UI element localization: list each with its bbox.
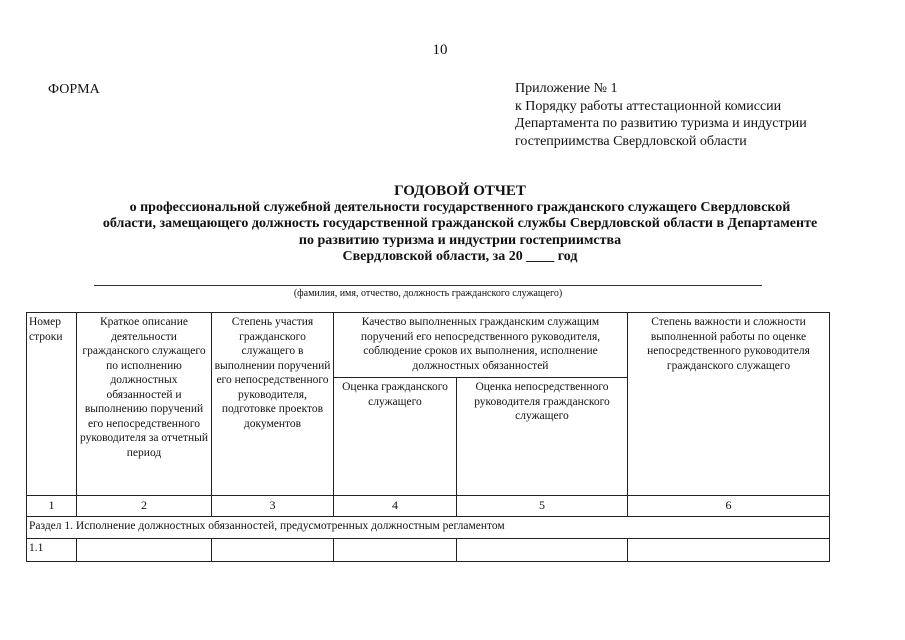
- column-number-row: [27, 496, 830, 517]
- header-manager-rating: Оценка непосредственного руководителя гражданского служащего: [457, 378, 628, 496]
- table-cell[interactable]: [77, 539, 212, 562]
- table-row: [27, 539, 830, 562]
- title-line: ГОДОВОЙ ОТЧЕТ: [394, 183, 526, 199]
- table-cell[interactable]: [628, 539, 830, 562]
- header-quality: Качество выполненных гражданским служащим поручений его непосредственного руководителя, соблюдение сроков их выполнения, исполнение должностных обязанностей: [334, 313, 628, 378]
- column-number: 4: [334, 496, 457, 517]
- title-line: по развитию туризма и индустрии гостеприимства: [298, 232, 622, 248]
- table-header-row: [27, 313, 830, 378]
- header-employee-rating: Оценка гражданского служащего: [334, 378, 457, 496]
- table-cell[interactable]: [457, 539, 628, 562]
- appendix-line: гостеприимства Свердловской области: [515, 133, 747, 149]
- column-number: 2: [77, 496, 212, 517]
- name-underline: [94, 285, 762, 286]
- header-description: Краткое описание деятельности гражданского служащего по исполнению должностных обязанностей и выполнению поручений его непосредственного руководителя за отчетный период: [77, 313, 212, 496]
- page-number: 10: [432, 42, 448, 58]
- section-row: [27, 517, 830, 539]
- appendix-line: Приложение № 1: [515, 81, 618, 96]
- form-label: ФОРМА: [48, 82, 100, 97]
- column-number: 6: [628, 496, 830, 517]
- row-number: 1.1: [27, 539, 77, 562]
- appendix-line: к Порядку работы аттестационной комиссии: [515, 98, 782, 114]
- table-cell[interactable]: [212, 539, 334, 562]
- appendix-line: Департамента по развитию туризма и индустрии: [515, 116, 807, 131]
- section-title: Раздел 1. Исполнение должностных обязанностей, предусмотренных должностным регламентом: [27, 517, 830, 539]
- table-cell[interactable]: [334, 539, 457, 562]
- column-number: 5: [457, 496, 628, 517]
- header-participation: Степень участия гражданского служащего в выполнении поручений его непосредственного руководителя, подготовке проектов документов: [212, 313, 334, 496]
- report-title: [40, 183, 880, 266]
- appendix-block: [515, 80, 807, 150]
- title-line: области, замещающего должность государственной гражданской службы Свердловской области в Департаменте: [102, 216, 818, 231]
- title-line: о профессиональной служебной деятельности государственного гражданского служащего Свердловской: [129, 199, 791, 215]
- column-number: 1: [27, 496, 77, 517]
- title-line: Свердловской области, за 20 ____ год: [342, 249, 578, 264]
- column-number: 3: [212, 496, 334, 517]
- name-caption: (фамилия, имя, отчество, должность гражданского служащего): [293, 288, 563, 299]
- header-importance: Степень важности и сложности выполненной работы по оценке непосредственного руководителя гражданского служащего: [628, 313, 830, 496]
- header-row-number: Номер строки: [27, 313, 77, 496]
- report-table: [26, 312, 830, 562]
